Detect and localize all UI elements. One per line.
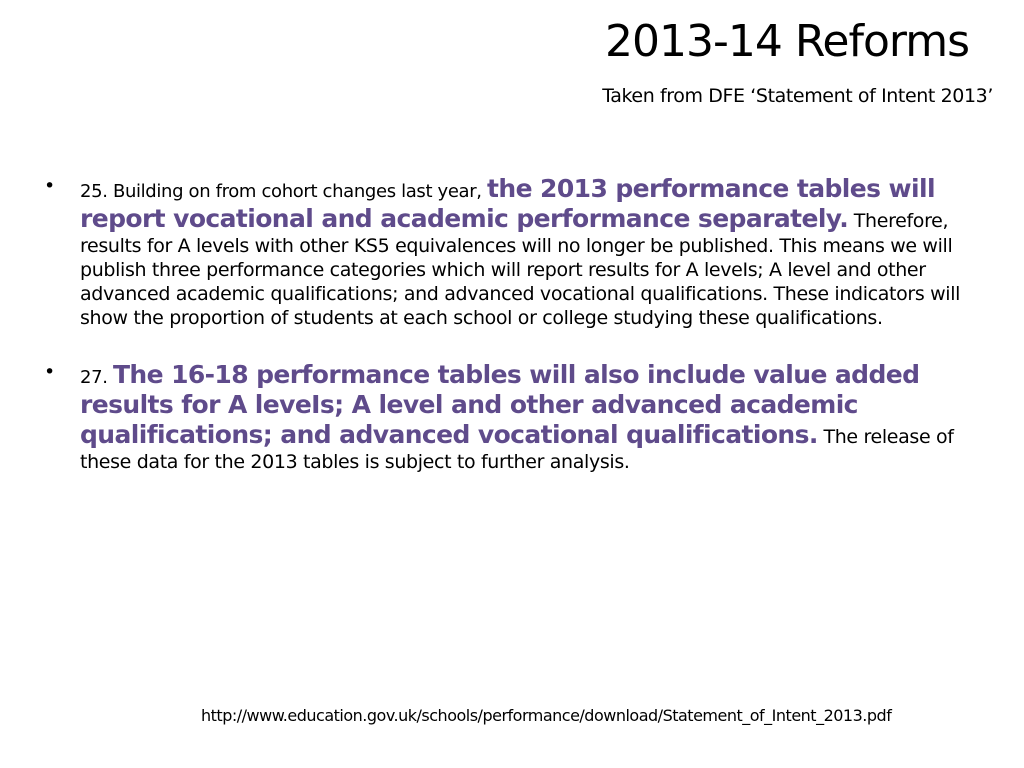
bullet-icon: • [44,175,55,197]
source-link[interactable]: http://www.education.gov.uk/schools/performance/download/Statement_of_Intent_2013.pdf [201,706,892,725]
bullet-icon: • [44,361,55,383]
bullet-body: The release of these data for the 2013 tables is subject to further analysis. [80,426,954,473]
bullet-lead: 25. Building on from cohort changes last year, [80,181,488,202]
slide-title: 2013-14 Reforms [604,16,969,67]
bullet-emphasis: The 16-18 performance tables will also include value added results for A leveIs; A level and other advanced academic qualifications; and advanced vocational qualifications. [80,360,920,449]
bullet-emphasis: the 2013 performance tables will report vocational and academic performance separately. [80,174,935,233]
bullet-lead: 27. [80,367,113,388]
bullet-body: Therefore, results for A levels with other KS5 equivalences will no longer be published. This means we will publish three performance categories which will report results for A leveIs; A level and other advanced academic qualifications; and advanced vocational qualifications. These indicators will show the proportion of students at each school or college studying these qualifications. [80,210,961,329]
bullet-item-25 [44,174,994,330]
bullet-list [44,174,994,504]
bullet-item-27 [44,360,994,474]
slide-subtitle: Taken from DFE ‘Statement of Intent 2013’ [602,85,993,107]
